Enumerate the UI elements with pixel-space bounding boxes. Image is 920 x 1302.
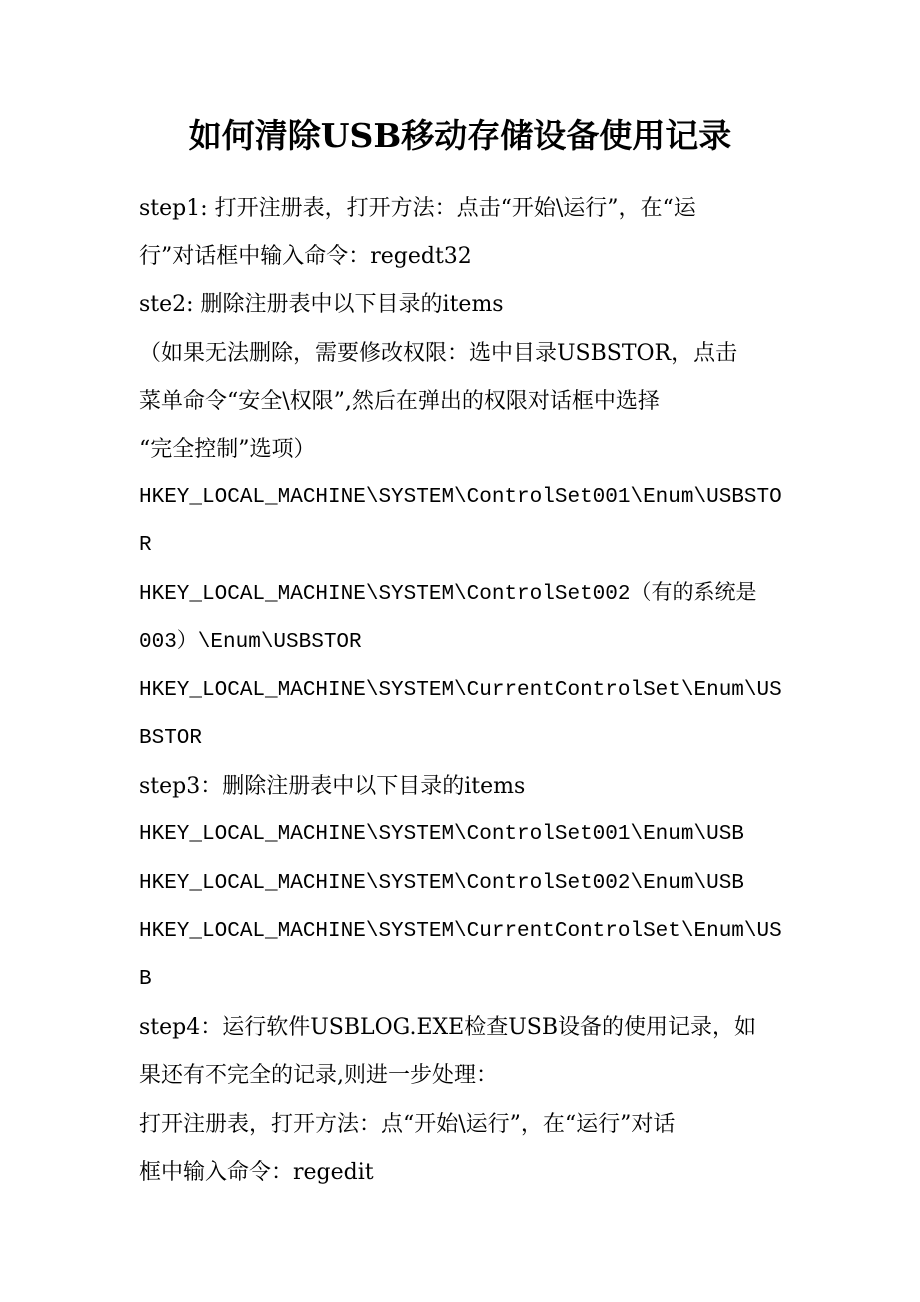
body-line: “完全控制”选项） <box>139 436 316 462</box>
registry-path-line: 003）\Enum\USBSTOR <box>139 630 362 654</box>
body-line: 行”对话框中输入命令：regedt32 <box>139 244 472 270</box>
registry-path-line: HKEY_LOCAL_MACHINE\SYSTEM\ControlSet001\Enum\USBSTO <box>139 486 782 510</box>
body-line: 框中输入命令：regedit <box>139 1159 374 1185</box>
registry-path-line: HKEY_LOCAL_MACHINE\SYSTEM\ControlSet002（有的系统是 <box>139 582 757 606</box>
body-line: 果还有不完全的记录,则进一步处理： <box>139 1063 498 1089</box>
body-line: ste2: 删除注册表中以下目录的items <box>139 292 504 318</box>
document-body <box>139 185 789 1197</box>
body-line: step3：删除注册表中以下目录的items <box>139 774 526 800</box>
registry-path-line: R <box>139 534 152 558</box>
document-title: 如何清除USB移动存储设备使用记录 <box>188 116 732 155</box>
registry-path-line: HKEY_LOCAL_MACHINE\SYSTEM\ControlSet001\Enum\USB <box>139 823 744 847</box>
body-line: step4：运行软件USBLOG.EXE检查USB设备的使用记录，如 <box>139 1015 757 1041</box>
registry-path-line: B <box>139 968 152 991</box>
registry-path-line: HKEY_LOCAL_MACHINE\SYSTEM\CurrentControlSet\Enum\US <box>139 678 782 702</box>
body-line: 打开注册表，打开方法：点“开始\运行”，在“运行”对话 <box>139 1111 676 1137</box>
body-line: step1: 打开注册表，打开方法：点击“开始\运行”，在“运 <box>139 196 696 221</box>
registry-path-line: HKEY_LOCAL_MACHINE\SYSTEM\ControlSet002\Enum\USB <box>139 871 744 895</box>
body-line: 菜单命令“安全\权限”,然后在弹出的权限对话框中选择 <box>139 388 660 414</box>
registry-path-line: HKEY_LOCAL_MACHINE\SYSTEM\CurrentControlSet\Enum\US <box>139 919 782 943</box>
registry-path-line: BSTOR <box>139 727 203 751</box>
body-line: （如果无法删除，需要修改权限：选中目录USBSTOR，点击 <box>139 340 738 366</box>
